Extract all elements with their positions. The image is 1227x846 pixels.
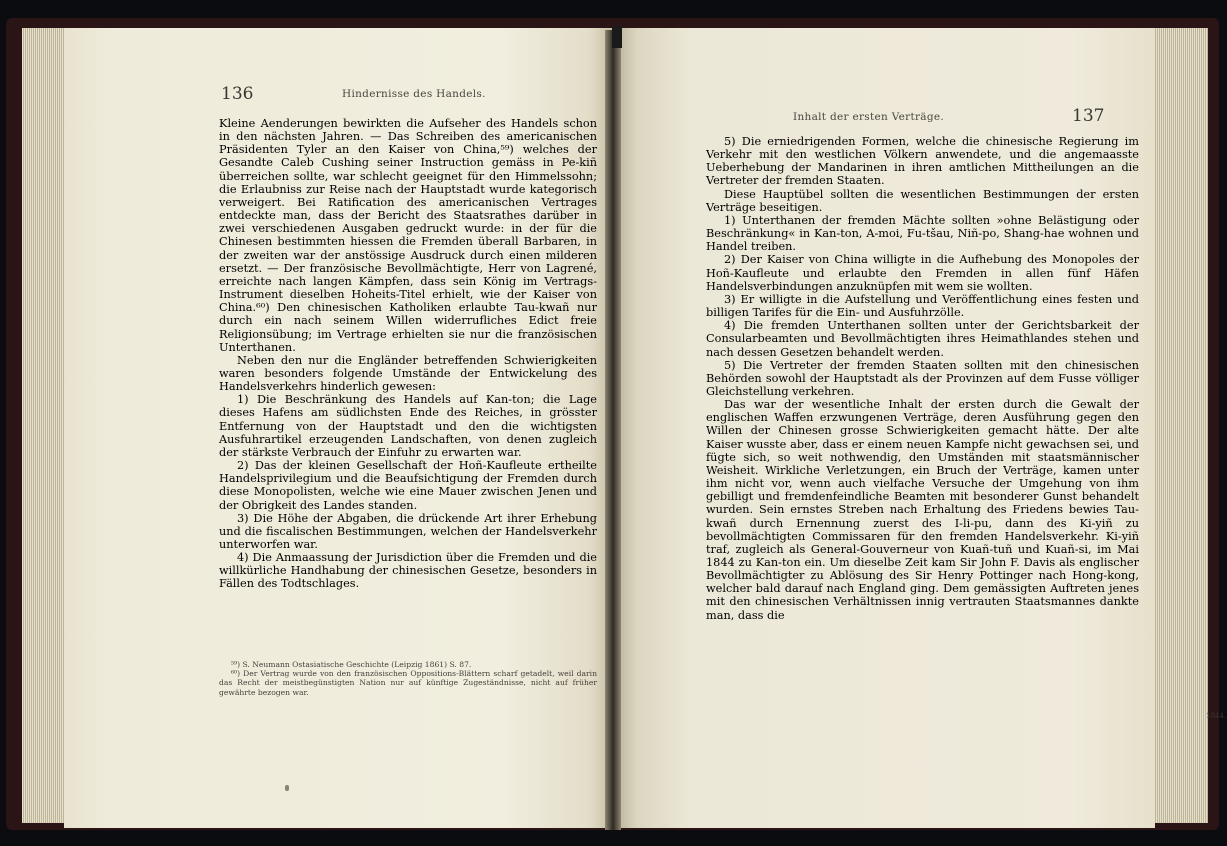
left-footnotes [219, 660, 597, 697]
left-page-edges [22, 28, 68, 823]
right-paragraph-8: Das war der wesentliche Inhalt der ersten durch die Gewalt der englischen Waffen erzwungenen Verträge, deren Ausführung gegen den Willen der Chinesen grosse Schwierigkeiten gemacht hätte. Der alte Kaiser wusste aber, dass er einem neuen Kampfe nicht gewachsen sei, und fügte sich, so weit nothwendig, den Umständen mit staatsmännischer Weisheit. Wirkliche Verletzungen, ein Bruch der Verträge, kamen unter ihm nicht vor, wenn auch vielfache Versuche der Umgehung von ihm gebilligt und fremdenfeindliche Beamten mit besonderer Gunst behandelt wurden. Sein ernstes Streben nach Erhaltung des Friedens bewies Tau-kwañ durch Ernennung zuerst des I-li-pu, dann des Ki-yiñ zu bevollmächtigten Commissaren für den fremden Handelsverkehr. Ki-yiñ traf, zugleich als General-Gouverneur von Kuañ-tuñ und Kuañ-si, im Mai 1844 zu Kan-ton ein. Um dieselbe Zeit kam Sir John F. Davis als englischer Bevollmächtigter zu Ablösung des Sir Henry Pottinger nach Hong-kong, welcher bald darauf nach England ging. Dem gemässigten Auftreten jenes mit den chinesischen Verhältnissen innig vertrauten Staatsmannes dankte man, dass die [706, 398, 1139, 622]
left-paragraph-5: 3) Die Höhe der Abgaben, die drückende Art ihrer Erhebung und die fiscalischen Bestimmungen, welchen der Handelsverkehr unterworfen war. [219, 511, 597, 551]
left-paragraph-6: 4) Die Anmaassung der Jurisdiction über die Fremden und die willkürliche Handhabung der chinesischen Gesetze, besonders in Fällen des Todtschlages. [219, 551, 597, 591]
right-paragraph-7: 5) Die Vertreter der fremden Staaten sollten mit den chinesischen Behörden sowohl der Hauptstadt als der Provinzen auf dem Fusse völliger Gleichstellung verkehren. [706, 358, 1139, 398]
right-page-number: 137 [1072, 106, 1105, 126]
footnote-59: ⁵⁹) S. Neumann Ostasiatische Geschichte (Leipzig 1861) S. 87. [231, 660, 472, 669]
footnote-60: ⁶⁰) Der Vertrag wurde von den französischen Oppositions-Blättern scharf getadelt, weil darin das Recht der meistbegünstigten Nation nur auf künftige Zugeständnisse, nicht auf früher gewährte bezogen war. [219, 669, 597, 697]
ink-mark [285, 785, 289, 791]
left-running-head: Hindernisse des Handels. [342, 88, 486, 100]
left-page-number: 136 [221, 84, 254, 104]
right-paragraph-1: 5) Die erniedrigenden Formen, welche die chinesische Regierung im Verkehr mit den westlichen Völkern anwendete, und die angemaasste Ueberhebung der Mandarinen in ihren amtlichen Mittheilungen an die Vertreter der fremden Staaten. [706, 135, 1139, 188]
right-paragraph-4: 2) Der Kaiser von China willigte in die Aufhebung des Monopoles der Hoñ-Kaufleute und erlaubte den Fremden in allen fünf Häfen Handelsverbindungen anzuknüpfen mit wem sie wollten. [706, 253, 1139, 293]
right-running-head: Inhalt der ersten Verträge. [793, 111, 945, 123]
left-paragraph-3: 1) Die Beschränkung des Handels auf Kan-ton; die Lage dieses Hafens am südlichsten Ende des Reiches, in grösster Entfernung von der Hauptstadt und den die wichtigsten Ausfuhrartikel erzeugenden Landschaften, von denen zugleich der stärkste Verbrauch der Einfuhr zu erwarten war. [219, 393, 597, 459]
left-paragraph-2: Neben den nur die Engländer betreffenden Schwierigkeiten waren besonders folgende Umstände der Entwickelung des Handelsverkehrs hinderlich gewesen: [219, 353, 597, 394]
right-page-edges [1150, 28, 1208, 823]
right-paragraph-5: 3) Er willigte in die Aufstellung und Veröffentlichung eines festen und billigen Tarifes für die Ein- und Ausfuhrzölle. [706, 292, 1139, 320]
bookmark-tab [612, 26, 622, 48]
left-paragraph-4: 2) Das der kleinen Gesellschaft der Hoñ-Kaufleute ertheilte Handelsprivilegium und die Beaufsichtigung der Fremden durch diese Monopolisten, welche wie eine Mauer zwischen Jenen und der Obrigkeit des Landes standen. [219, 459, 597, 512]
left-page-body [219, 117, 597, 591]
right-paragraph-6: 4) Die fremden Unterthanen sollten unter der Gerichtsbarkeit der Consularbeamten und Bevollmächtigten ihres Heimathlandes stehen und nach dessen Gesetzen behandelt werden. [706, 319, 1139, 359]
right-paragraph-3: 1) Unterthanen der fremden Mächte sollten »ohne Belästigung oder Beschränkung« in Kan-ton, A-moi, Fu-tšau, Niñ-po, Shang-hae wohnen und Handel treiben. [706, 213, 1139, 254]
right-paragraph-2: Diese Hauptübel sollten die wesentlichen Bestimmungen der ersten Verträge beseitigen. [706, 187, 1139, 214]
margin-year-note: 1844. [1206, 712, 1227, 720]
book-gutter [605, 30, 621, 830]
left-paragraph-1: Kleine Aenderungen bewirkten die Aufseher des Handels schon in den nächsten Jahren. — Das Schreiben des americanischen Präsidenten Tyler an den Kaiser von China,⁵⁹) welches der Gesandte Caleb Cushing seiner Instruction gemäss in Pe-kiñ überreichen sollte, war schlecht geeignet für den Himmelssohn; die Erlaubniss zur Reise nach der Hauptstadt wurde kategorisch verweigert. Bei Ratification des americanischen Vertrages entdeckte man, dass der Bericht des Staatsrathes darüber in zwei verschiedenen Ausgaben gedruckt wurde: in der für die Chinesen bestimmten hiessen die Fremden überall Barbaren, in der zweiten war der anstössige Ausdruck durch einen milderen ersetzt. — Der französische Bevollmächtigte, Herr von Lagrené, erreichte nach langen Kämpfen, dass sein König im Vertrags-Instrument dieselben Hoheits-Titel erhielt, wie der Kaiser von China.⁶⁰) Den chinesischen Katholiken erlaubte Tau-kwañ nur durch ein nach seinem Willen widerrufliches Edict freie Religionsübung; im Vertrage erhielten sie nur die französischen Unterthanen. [219, 117, 597, 354]
right-page-body [706, 135, 1139, 622]
